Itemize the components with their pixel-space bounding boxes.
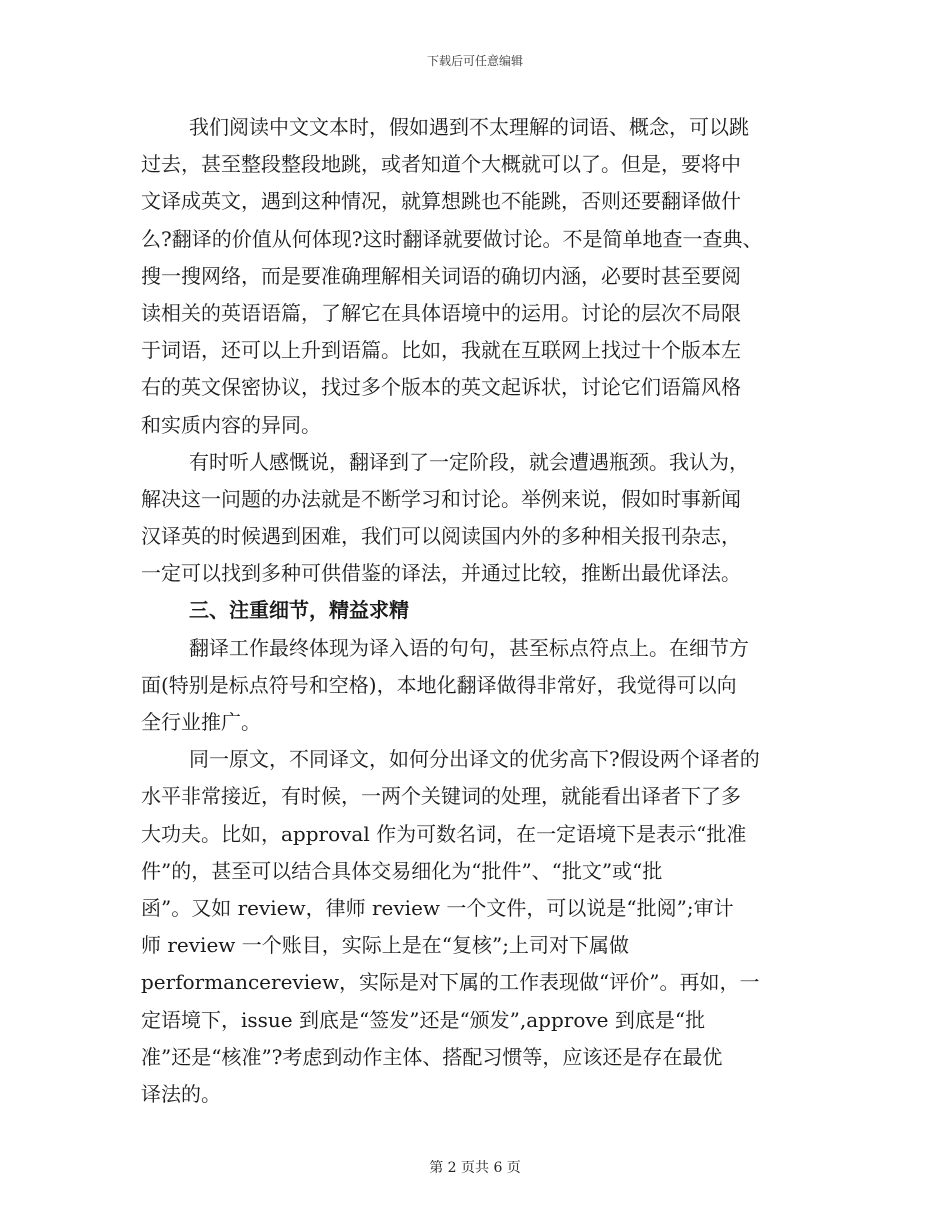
text-line: 函”。又如 review，律师 review 一个文件，可以说是“批阅”;审计 — [141, 895, 734, 920]
text-line: 过去，甚至整段整段地跳，或者知道个大概就可以了。但是，要将中 — [141, 152, 741, 177]
document-body — [141, 109, 809, 1113]
text-line: 大功夫。比如，approval 作为可数名词，在一定语境下是表示“批准 — [141, 821, 747, 846]
text-line: 译法的。 — [141, 1081, 221, 1106]
text-line: performancereview，实际是对下属的工作表现做“评价”。再如，一 — [141, 970, 760, 995]
page-footer: 第 2 页共 6 页 — [429, 1160, 521, 1176]
text-line: 翻译工作最终体现为译入语的句句，甚至标点符点上。在细节方 — [189, 635, 749, 660]
text-line: 件”的，甚至可以结合具体交易细化为“批件”、“批文”或“批 — [141, 858, 663, 883]
text-line: 右的英文保密协议，找过多个版本的英文起诉状，讨论它们语篇风格 — [141, 375, 741, 400]
text-line: 解决这一问题的办法就是不断学习和讨论。举例来说，假如时事新闻 — [141, 486, 741, 511]
text-line: 文译成英文，遇到这种情况，就算想跳也不能跳，否则还要翻译做什 — [141, 189, 741, 214]
text-line: 全行业推广。 — [141, 710, 261, 734]
text-line: 面(特别是标点符号和空格)，本地化翻译做得非常好，我觉得可以向 — [141, 672, 737, 697]
text-line: 于词语，还可以上升到语篇。比如，我就在互联网上找过十个版本左 — [141, 338, 741, 363]
page-header: 下载后可任意编辑 — [426, 54, 523, 68]
text-line: 有时听人感慨说，翻译到了一定阶段，就会遭遇瓶颈。我认为， — [189, 449, 749, 474]
section-heading: 三、注重细节，精益求精 — [189, 598, 409, 623]
text-line: 同一原文，不同译文，如何分出译文的优劣高下?假设两个译者的 — [189, 747, 760, 772]
text-line: 水平非常接近，有时候，一两个关键词的处理，就能看出译者下了多 — [141, 784, 741, 809]
text-line: 么?翻译的价值从何体现?这时翻译就要做讨论。不是简单地查一查典、 — [141, 226, 763, 251]
text-line: 搜一搜网络，而是要准确理解相关词语的确切内涵，必要时甚至要阅 — [141, 263, 741, 288]
text-line: 我们阅读中文文本时，假如遇到不太理解的词语、概念，可以跳 — [189, 115, 749, 139]
text-line: 汉译英的时候遇到困难，我们可以阅读国内外的多种相关报刊杂志， — [141, 524, 741, 549]
text-line: 师 review 一个账目，实际上是在“复核”;上司对下属做 — [141, 933, 629, 958]
text-line: 一定可以找到多种可供借鉴的译法，并通过比较，推断出最优译法。 — [141, 561, 741, 586]
text-line: 读相关的英语语篇，了解它在具体语境中的运用。讨论的层次不局限 — [141, 300, 741, 325]
text-line: 和实质内容的异同。 — [141, 412, 321, 437]
text-line: 准”还是“核准”?考虑到动作主体、搭配习惯等，应该还是存在最优 — [141, 1044, 723, 1069]
text-line: 定语境下，issue 到底是“签发”还是“颁发”,approve 到底是“批 — [141, 1007, 706, 1032]
